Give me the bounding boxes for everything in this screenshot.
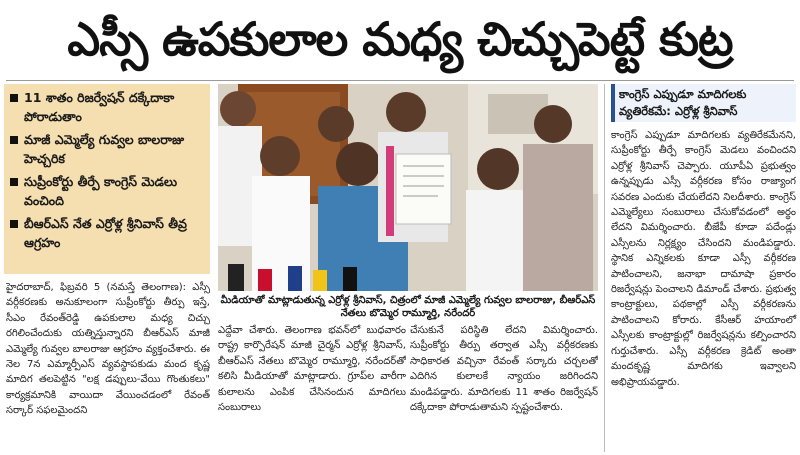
headline: ఎస్సీ ఉపకులాల మధ్య చిచ్చుపెట్టే కుట్ర: [67, 12, 733, 66]
article-column-1: హైదరాబాద్, ఫిబ్రవరి 5 (నమస్తే తెలంగాణ): ఎస్సీ వర్గీకరణకు అనుకూలంగా సుప్రీంకోర్టు తీర్పు ఇస్తే, సీఎం రేవంత్‌రెడ్డి ఉపకులాల మధ్య చిచ్చు రగిలించేందుకు యత్నిస్తున్నారని బీఆర్ఎస్ మాజీ ఎమ్మెల్యే గువ్వల బాలరాజు ఆగ్రహం వ్యక్తంచేశారు. ఈ నెల 7న ఎమ్మార్పీఎస్ వ్యవస్థాపకుడు మంద కృష్ణ మాదిగ తలపెట్టిన "లక్ష డప్పులు-వేయి గొంతుకలు" కార్యక్రమానికి వాయిదా వేయించడంలో రేవంత్ సర్కార్ సఫలమైందని: [6, 282, 210, 417]
highlight-item: [10, 172, 204, 210]
sidebar-story: [604, 84, 796, 452]
article-column-2: ఎద్దేవా చేశారు. తెలంగాణ భవన్‌లో బుధవారం రాష్ట్ర కార్పొరేషన్ మాజీ చైర్మన్ ఎర్రోళ్ల శ్రీనివాస్, బీఆర్ఎస్ నేతలు బొమ్మెర రామ్మూర్తి, నరేందర్‌తో కలిసి మీడియాతో మాట్లాడారు. గ్రూప్‌ల వారీగా కులాలను ఎంపిక చేసినందున మాదిగలు సంబురాలు: [218, 325, 406, 414]
sidebar-title: కాంగ్రెస్ ఎప్పుడూ మాదిగలకు వ్యతిరేకమే: ఎర్రోళ్ల శ్రీనివాస్: [611, 84, 796, 122]
square-bullet-icon: [10, 178, 18, 186]
highlight-text: 11 శాతం రిజర్వేషన్ దక్కేదాకా పోరాడుతాం: [24, 90, 175, 124]
square-bullet-icon: [10, 136, 18, 144]
headline-divider: [6, 80, 794, 81]
article-column-3: చేసుకునే పరిస్థితి లేదని విమర్శించారు. సుప్రీంకోర్టు తీర్పు తర్వాత ఎస్సీ వర్గీకరణకు సాధికారత వచ్చినా రేవంత్ సర్కారు చర్చలతో ఎదిగిన కులాలకే న్యాయం జరిగిందని మండిపడ్డారు. మాదిగలకు 11 శాతం రిజర్వేషన్ దక్కేదాకా పోరాడుతామని స్పష్టంచేశారు.: [410, 325, 598, 414]
highlight-text: బీఆర్ఎస్ నేత ఎర్రోళ్ల శ్రీనివాస్ తీవ్ర ఆగ్రహం: [24, 216, 187, 250]
sidebar-body: కాంగ్రెస్ ఎప్పుడూ మాదిగలకు వ్యతిరేకమేనని, సుప్రీంకోర్టు తీర్పే కాంగ్రెస్ మెడలు వంచిందని ఎర్రోళ్ల శ్రీనివాస్ చెప్పారు. యూపీఏ ప్రభుత్వం ఉన్నప్పుడు ఎస్సీ వర్గీకరణ కోసం రాజ్యాంగ సవరణ ఎందుకు చేయలేదని నిలదీశారు. కాంగ్రెస్ ఎమ్మెల్యేలు సంబురాలు చేసుకోవడంలో అర్థం లేదని విమర్శించారు. బీజేపీ కూడా పదేండ్లు ఎస్సీలను నిర్లక్ష్యం చేసిందని మండిపడ్డారు. స్థానిక ఎన్నికలకు కూడా ఎస్సీ వర్గీకరణ పాటించాలని, జనాభా దామాషా ప్రకారం రిజర్వేషన్లు పెంచాలని డిమాండ్ చేశారు. ప్రభుత్వ కాంట్రాక్టులు, పథకాల్లో ఎస్సీ వర్గీకరణను పాటించాలని కోరారు. కేసీఆర్ హయాంలో ఎస్సీలకు కాంట్రాక్టుల్లో రిజర్వేషన్లను కల్పించారని గుర్తుచేశారు. ఎస్సీ వర్గీకరణ క్రెడిట్ అంతా మందకృష్ణ మాదిగకు ఇవ్వాలని అభిప్రాయపడ్డారు.: [611, 130, 796, 388]
highlight-item: [10, 214, 204, 252]
square-bullet-icon: [10, 94, 18, 102]
photo-caption: మీడియాతో మాట్లాడుతున్న ఎర్రోళ్ల శ్రీనివాస్, చిత్రంలో మాజీ ఎమ్మెల్యే గువ్వల బాలరాజు, బీఆర్ఎస్ నేతలు బొమ్మెర రామ్మూర్తి, నరేందర్: [220, 295, 596, 319]
highlight-item: [10, 88, 204, 126]
highlight-item: [10, 130, 204, 168]
highlights-box: [4, 84, 210, 274]
highlight-text: సుప్రీంకోర్టు తీర్పే కాంగ్రెస్ మెడలు వంచింది: [24, 174, 178, 208]
press-meet-photo: [218, 84, 598, 291]
highlight-text: మాజీ ఎమ్మెల్యే గువ్వల బాలరాజు హెచ్చరిక: [24, 132, 185, 166]
square-bullet-icon: [10, 220, 18, 228]
